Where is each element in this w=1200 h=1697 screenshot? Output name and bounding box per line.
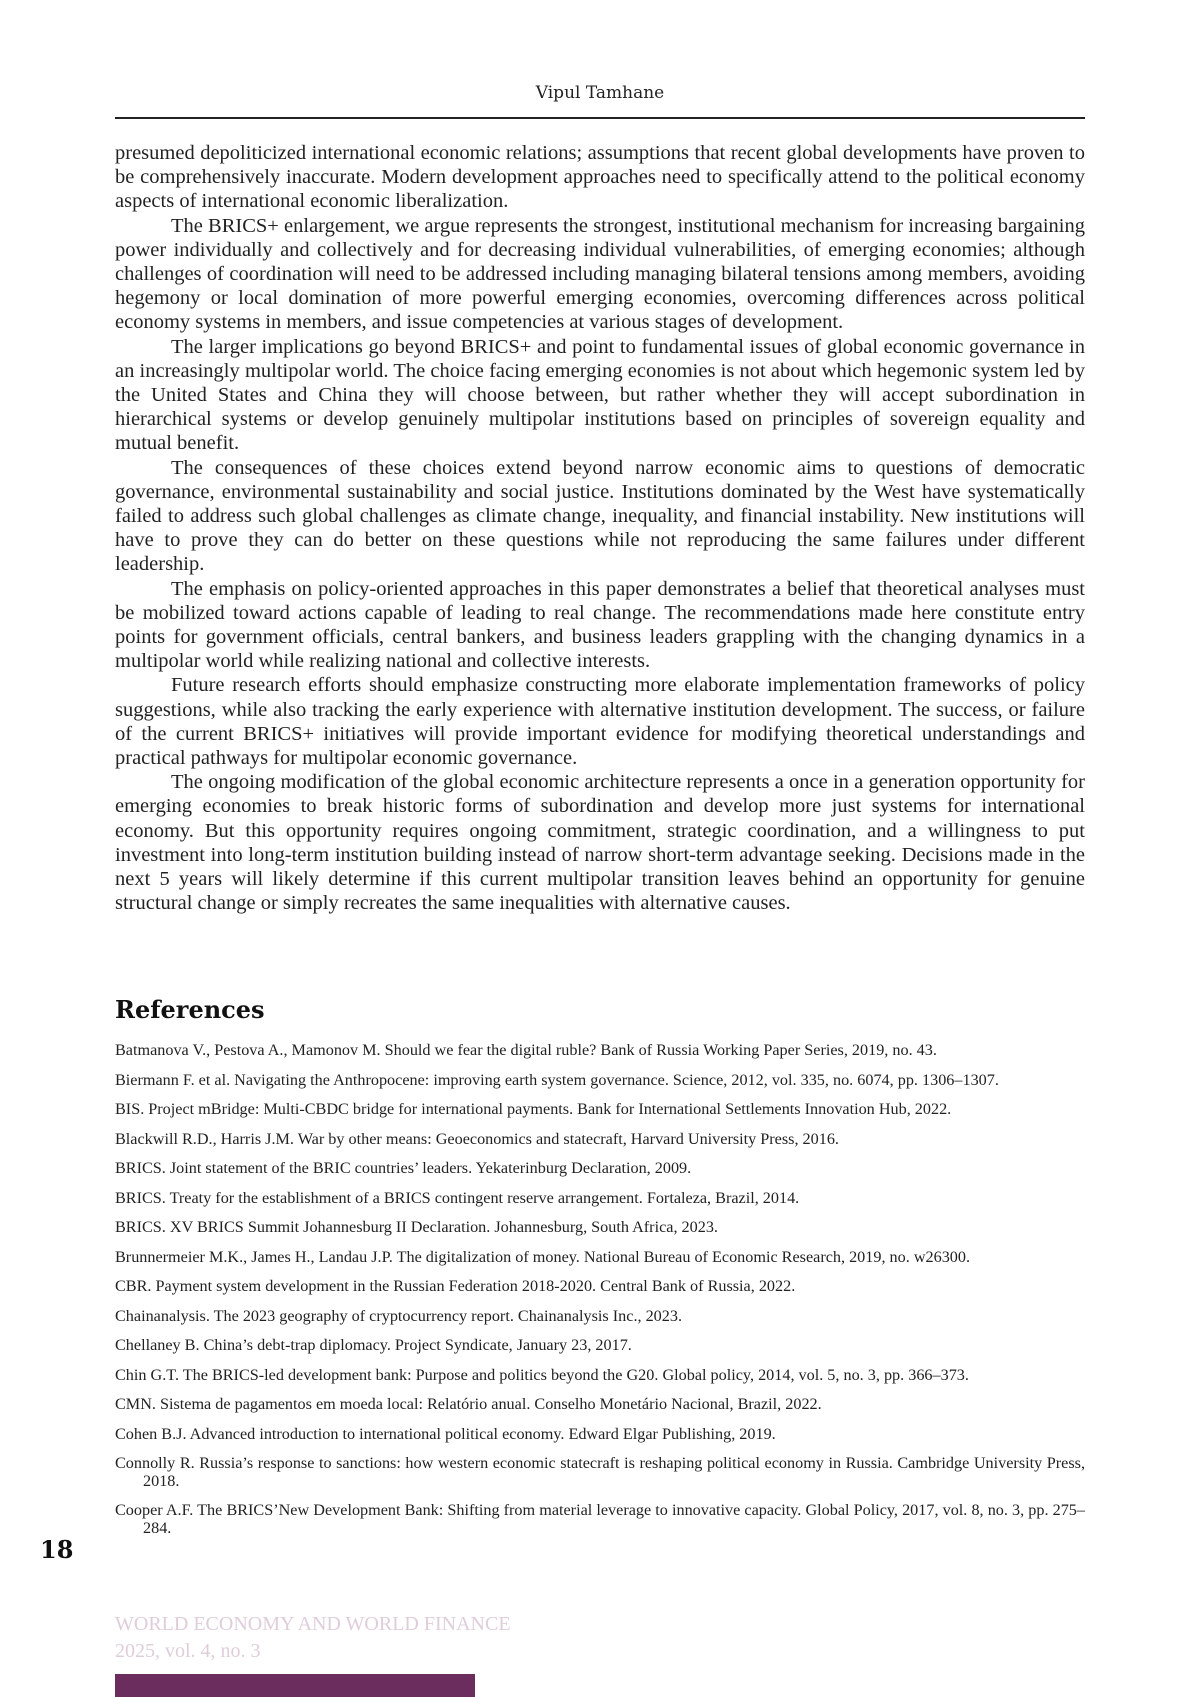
footer-color-bar xyxy=(115,1674,475,1697)
paragraph: The BRICS+ enlargement, we argue represents the strongest, institutional mechanism for increasing bargaining power individually and collectively and for decreasing individual vulnerabilities, of emerging economies; although challenges of coordination will need to be addressed including managing bilateral tensions among members, avoiding hegemony or local domination of more powerful emerging economies, overcoming differences across political economy systems in members, and issue competencies at various stages of development. xyxy=(115,214,1085,334)
page-number: 18 xyxy=(40,1535,74,1564)
reference-item: BRICS. Treaty for the establishment of a BRICS contingent reserve arrangement. Fortaleza, Brazil, 2014. xyxy=(115,1188,800,1207)
paragraph: The ongoing modification of the global economic architecture represents a once in a generation opportunity for emerging economies to break historic forms of subordination and develop more just systems for international economy. But this opportunity requires ongoing commitment, strategic coordination, and a willingness to put investment into long-term institution building instead of narrow short-term advantage seeking. Decisions made in the next 5 years will likely determine if this current multipolar transition leaves behind an opportunity for genuine structural change or simply recreates the same inequalities with alternative causes. xyxy=(115,771,1085,915)
reference-item: Cohen B.J. Advanced introduction to international political economy. Edward Elgar Publishing, 2019. xyxy=(115,1424,776,1443)
reference-item: Chellaney B. China’s debt-trap diplomacy. Project Syndicate, January 23, 2017. xyxy=(115,1336,632,1354)
paragraph: The larger implications go beyond BRICS+ and point to fundamental issues of global economic governance in an increasingly multipolar world. The choice facing emerging economies is not about which hegemonic system led by the United States and China they will choose between, but rather whether they will accept subordination in hierarchical systems or develop genuinely multipolar institutions based on principles of sovereign equality and mutual benefit. xyxy=(115,335,1085,455)
reference-item: Biermann F. et al. Navigating the Anthropocene: improving earth system governance. Science, 2012, vol. 335, no. 6074, pp. 1306–1307. xyxy=(115,1070,999,1089)
paragraph: presumed depoliticized international economic relations; assumptions that recent global developments have proven to be comprehensively inaccurate. Modern development approaches need to specifically attend to the political economy aspects of international economic liberalization. xyxy=(115,142,1085,213)
reference-item: CBR. Payment system development in the Russian Federation 2018-2020. Central Bank of Russia, 2022. xyxy=(115,1277,796,1295)
reference-item: BRICS. Joint statement of the BRIC countries’ leaders. Yekaterinburg Declaration, 2009. xyxy=(115,1159,692,1177)
reference-item: Batmanova V., Pestova A., Mamonov M. Should we fear the digital ruble? Bank of Russia Working Paper Series, 2019, no. 43. xyxy=(115,1041,937,1059)
running-head-author: Vipul Tamhane xyxy=(535,83,665,103)
reference-item: Blackwill R.D., Harris J.M. War by other means: Geoeconomics and statecraft, Harvard University Press, 2016. xyxy=(115,1129,839,1148)
body-text xyxy=(115,141,1085,916)
reference-item: CMN. Sistema de pagamentos em moeda local: Relatório anual. Conselho Monetário Nacional, Brazil, 2022. xyxy=(115,1395,822,1413)
paragraph: The consequences of these choices extend beyond narrow economic aims to questions of democratic governance, environmental sustainability and social justice. Institutions dominated by the West have systematically failed to address such global challenges as climate change, inequality, and financial instability. New institutions will have to prove they can do better on these questions while not reproducing the same failures under different leadership. xyxy=(115,456,1085,576)
journal-name: WORLD ECONOMY AND WORLD FINANCE xyxy=(115,1613,511,1635)
reference-item: Chin G.T. The BRICS-led development bank: Purpose and politics beyond the G20. Global policy, 2014, vol. 5, no. 3, pp. 366–373. xyxy=(115,1365,969,1384)
paragraph: Future research efforts should emphasize constructing more elaborate implementation frameworks of policy suggestions, while also tracking the early experience with alternative institution development. The success, or failure of the current BRICS+ initiatives will provide important evidence for modifying theoretical understandings and practical pathways for multipolar economic governance. xyxy=(115,674,1085,770)
reference-item: Connolly R. Russia’s response to sanctions: how western economic statecraft is reshaping political economy in Russia. Cambridge University Press, 2018. xyxy=(115,1454,1085,1490)
reference-list xyxy=(115,1042,1085,1549)
reference-item: Brunnermeier M.K., James H., Landau J.P. The digitalization of money. National Bureau of Economic Research, 2019, no. w26300. xyxy=(115,1247,971,1266)
paragraph: The emphasis on policy-oriented approaches in this paper demonstrates a belief that theoretical analyses must be mobilized toward actions capable of leading to real change. The recommendations made here constitute entry points for government officials, central bankers, and business leaders grappling with the changing dynamics in a multipolar world while realizing national and collective interests. xyxy=(115,577,1085,673)
journal-issue: 2025, vol. 4, no. 3 xyxy=(115,1640,261,1662)
reference-item: Cooper A.F. The BRICS’New Development Bank: Shifting from material leverage to innovative capacity. Global Policy, 2017, vol. 8, no. 3, pp. 275–284. xyxy=(115,1501,1085,1537)
reference-item: BRICS. XV BRICS Summit Johannesburg II Declaration. Johannesburg, South Africa, 2023. xyxy=(115,1218,718,1236)
references-heading: References xyxy=(115,995,265,1024)
reference-item: BIS. Project mBridge: Multi-CBDC bridge for international payments. Bank for International Settlements Innovation Hub, 2022. xyxy=(115,1100,952,1118)
reference-item: Chainanalysis. The 2023 geography of cryptocurrency report. Chainanalysis Inc., 2023. xyxy=(115,1306,683,1325)
header-rule xyxy=(115,117,1085,119)
